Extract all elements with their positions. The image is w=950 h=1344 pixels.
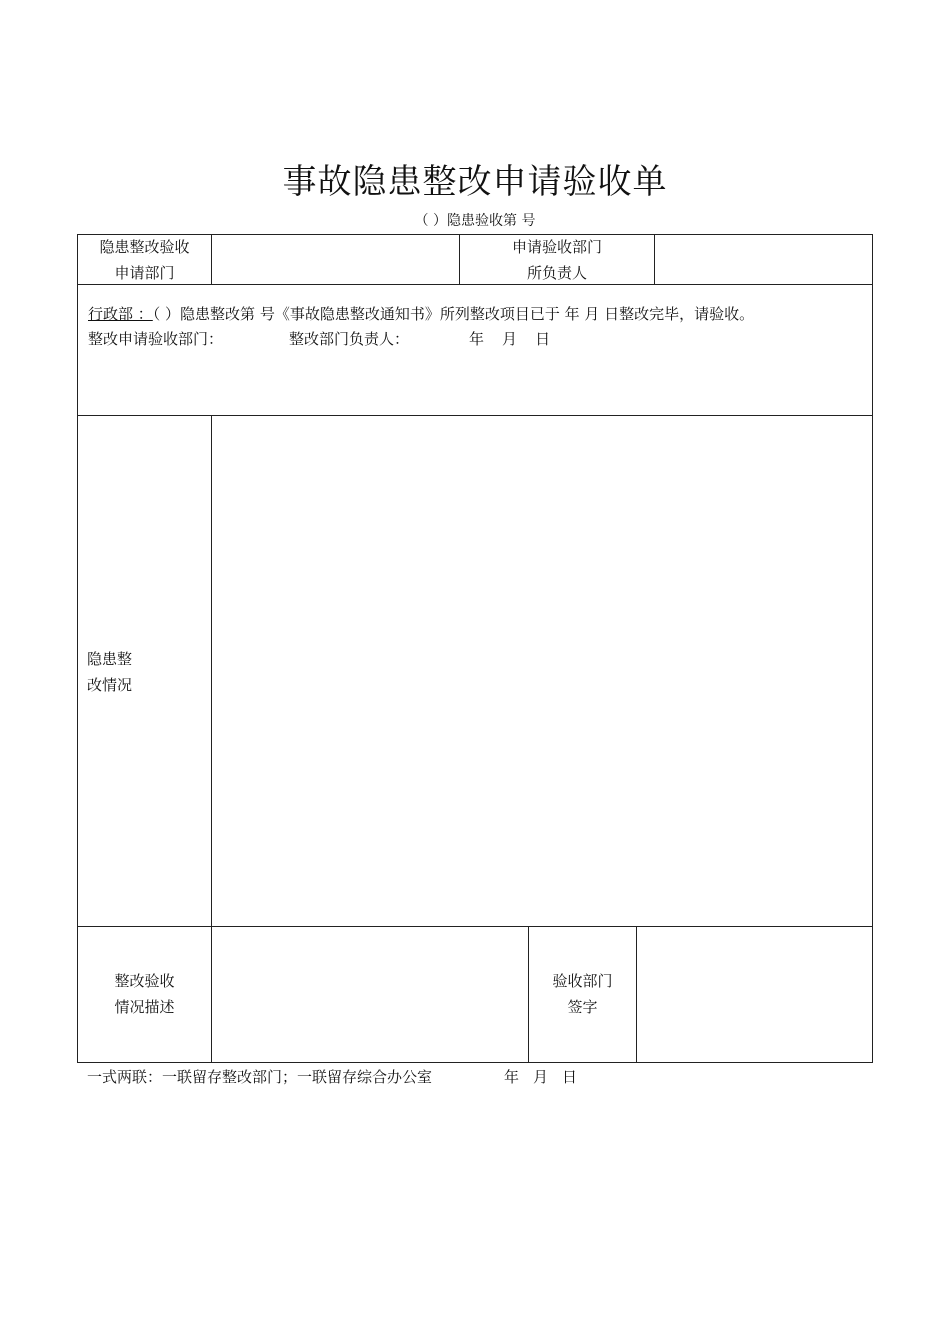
table-border-right bbox=[872, 234, 873, 1063]
footer-note bbox=[87, 1066, 577, 1088]
acceptance-desc-content[interactable] bbox=[212, 927, 528, 1062]
rectification-content[interactable] bbox=[212, 416, 872, 926]
applicant-dept-value[interactable] bbox=[212, 235, 459, 284]
notice-body: （ ）隐患整改第 号《事故隐患整改通知书》所列整改项目已于 年 月 日整改完毕，请验收。 bbox=[152, 305, 755, 323]
rectification-label bbox=[87, 646, 132, 698]
form-table bbox=[77, 234, 873, 1063]
notice-day: 日 bbox=[535, 330, 551, 348]
footer-year: 年 bbox=[504, 1068, 520, 1086]
acceptance-desc-label-line2: 情况描述 bbox=[114, 998, 175, 1016]
acceptance-sign-label-line1: 验收部门 bbox=[552, 972, 613, 990]
applicant-dept-label-line2: 申请部门 bbox=[114, 263, 175, 282]
rectification-label-line2: 改情况 bbox=[87, 676, 133, 694]
rectification-label-line1: 隐患整 bbox=[87, 650, 133, 668]
responsible-person-label-line2: 所负责人 bbox=[526, 263, 587, 282]
notice-year: 年 bbox=[469, 330, 485, 348]
notice-dept-label: 整改申请验收部门： bbox=[88, 330, 224, 348]
responsible-person-value[interactable] bbox=[655, 235, 872, 284]
acceptance-desc-label bbox=[78, 964, 211, 1024]
notice-head-label: 整改部门负责人： bbox=[289, 330, 410, 348]
notice-cell[interactable] bbox=[78, 285, 872, 415]
footer-month: 月 bbox=[533, 1068, 549, 1086]
notice-addressee: 行政部 ： bbox=[88, 305, 153, 323]
form-title: 事故隐患整改申请验收单 bbox=[282, 162, 668, 202]
acceptance-signature[interactable] bbox=[637, 927, 872, 1062]
applicant-dept-label-line1: 隐患整改验收 bbox=[99, 237, 190, 256]
acceptance-sign-label-line2: 签字 bbox=[567, 998, 598, 1016]
form-subtitle: （ ）隐患验收第 号 bbox=[414, 213, 536, 229]
responsible-person-label-line1: 申请验收部门 bbox=[511, 237, 602, 256]
notice-line2 bbox=[88, 326, 550, 352]
applicant-dept-label bbox=[78, 235, 211, 284]
responsible-person-label bbox=[460, 235, 654, 284]
acceptance-desc-label-line1: 整改验收 bbox=[114, 972, 175, 990]
notice-month: 月 bbox=[502, 330, 518, 348]
footer-day: 日 bbox=[562, 1068, 578, 1086]
acceptance-sign-label bbox=[529, 964, 636, 1024]
footer-copies: 一式两联：一联留存整改部门；一联留存综合办公室 bbox=[87, 1068, 433, 1086]
table-border-bottom bbox=[77, 1062, 873, 1063]
notice-line1 bbox=[88, 301, 754, 327]
